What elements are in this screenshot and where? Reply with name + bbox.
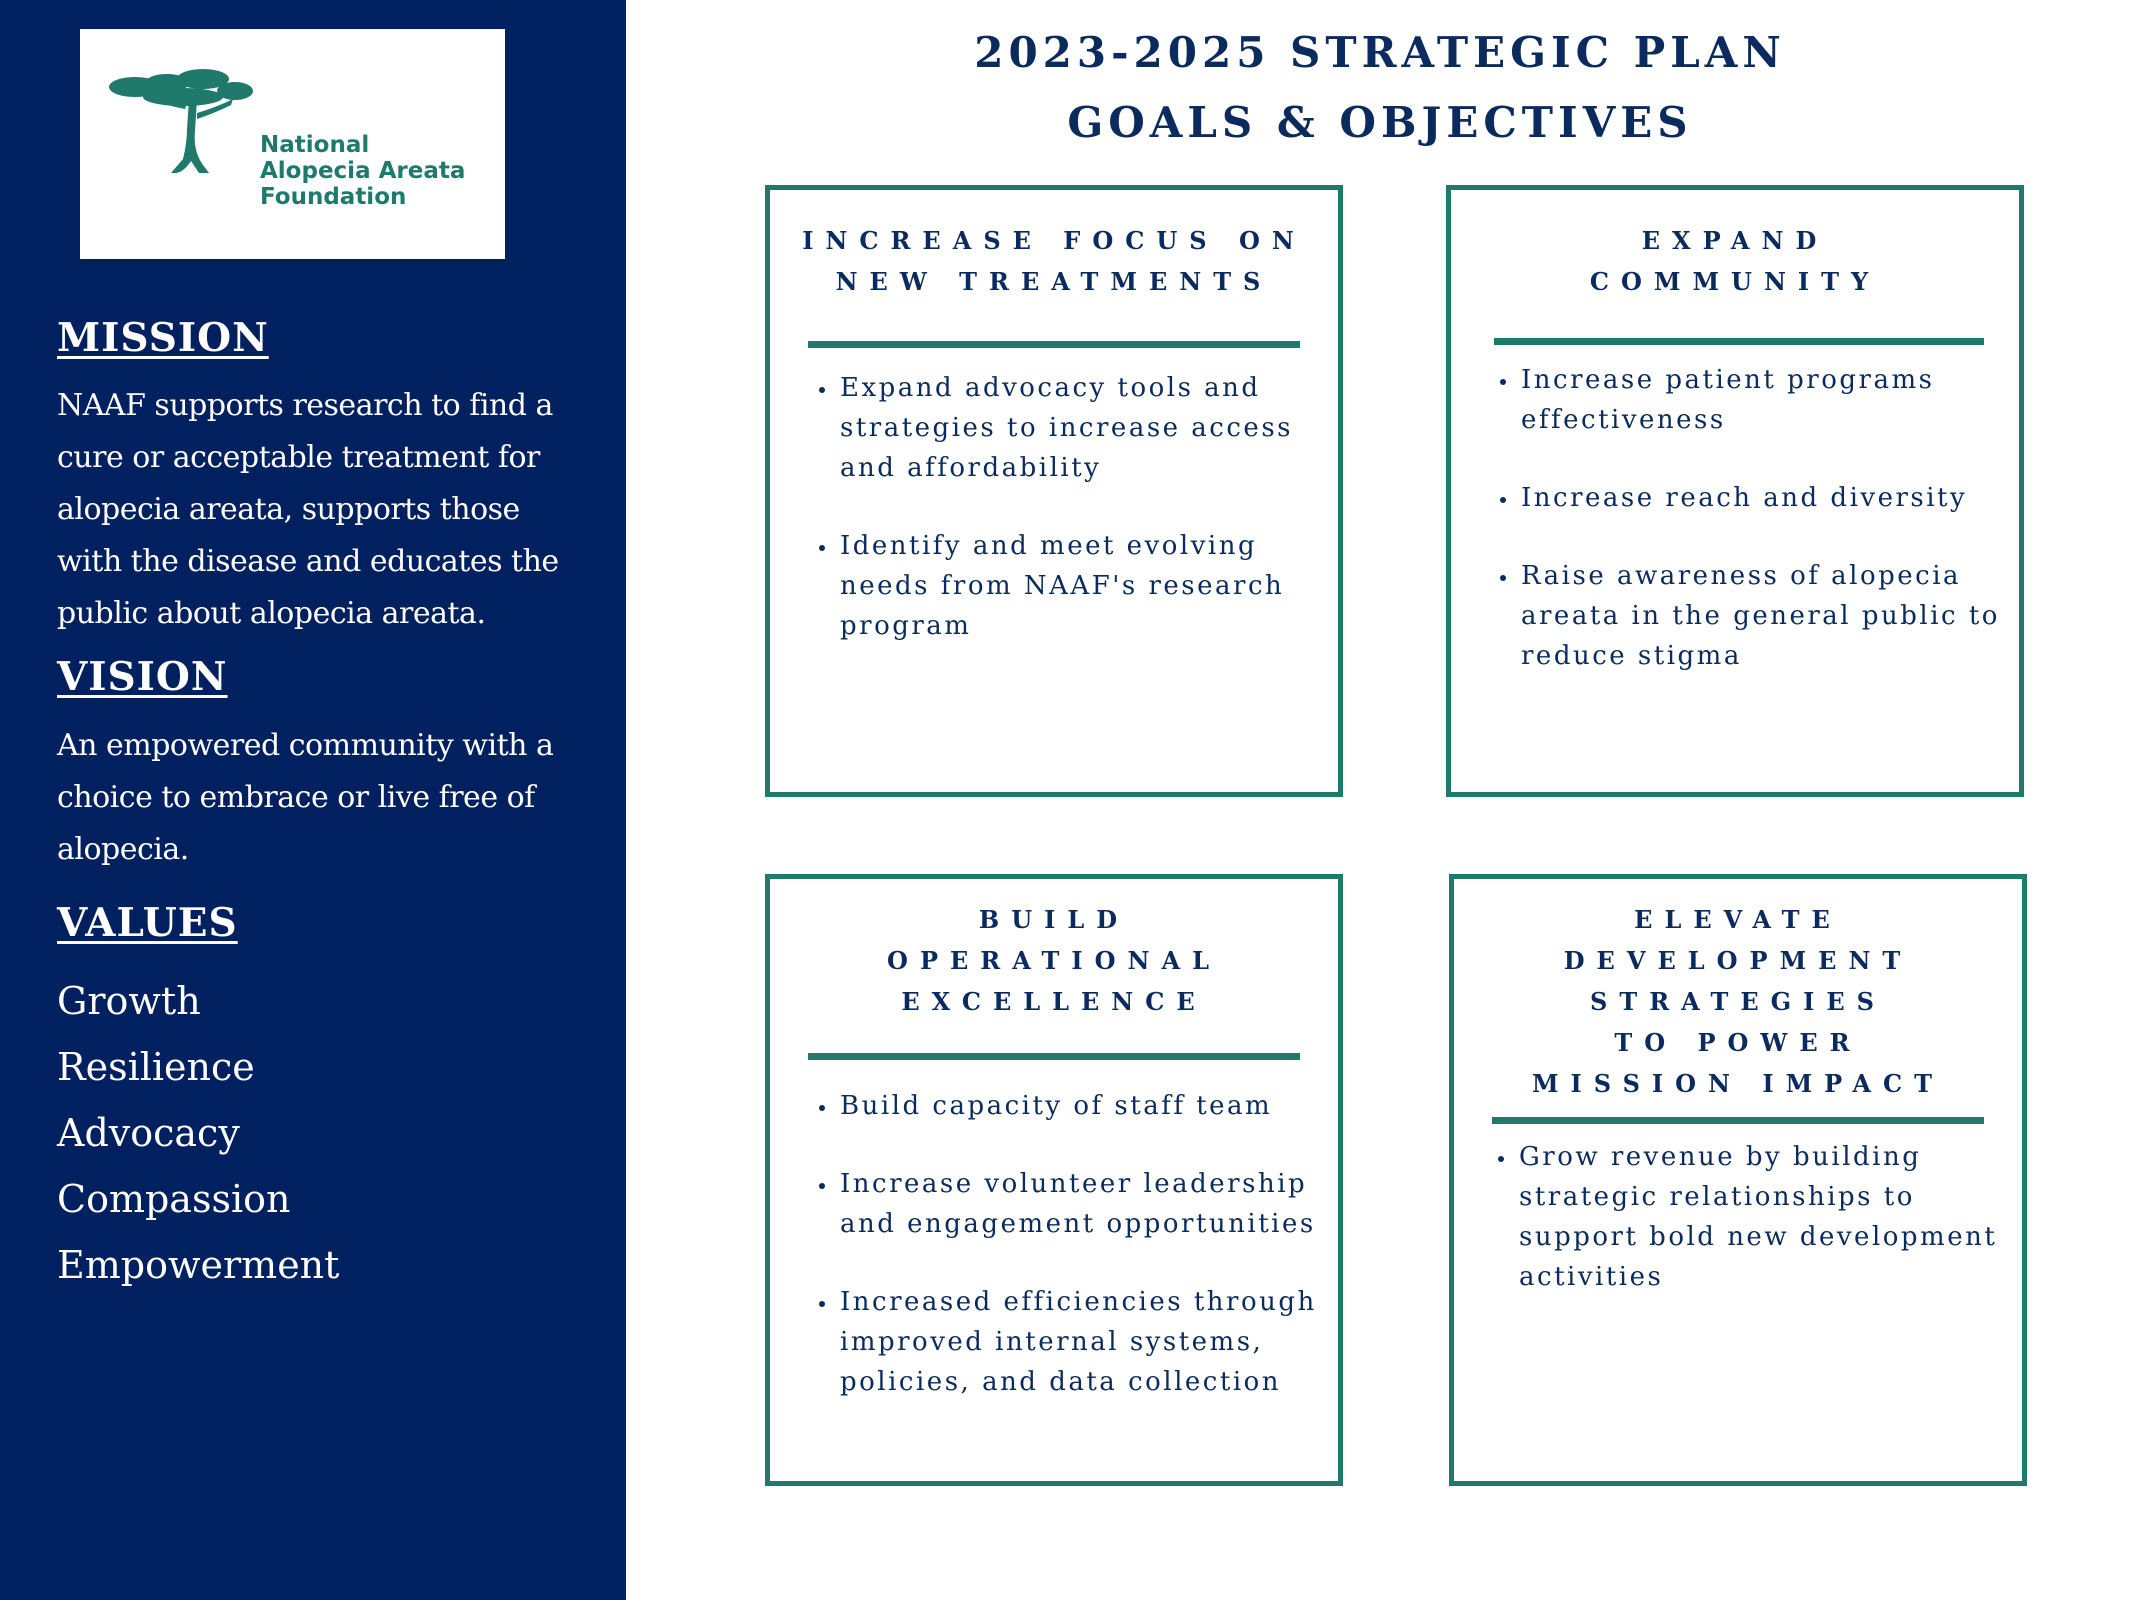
goal-title-line: COMMUNITY	[1589, 267, 1881, 296]
value-item: Resilience	[57, 1045, 255, 1089]
sidebar	[0, 0, 626, 1600]
logo-wordmark	[260, 132, 465, 210]
objective-item: • Increase volunteer leadership and engagement opportunities	[838, 1164, 1353, 1244]
goal-title-line: MISSION IMPACT	[1531, 1069, 1945, 1098]
objective-list	[808, 1086, 1353, 1440]
goal-divider	[1492, 1117, 1984, 1124]
goal-title-line: STRATEGIES	[1590, 987, 1886, 1016]
tree-logo-icon	[105, 69, 255, 189]
logo-line: Foundation	[260, 184, 407, 210]
goal-title-line: OPERATIONAL	[887, 946, 1221, 975]
goal-divider	[1494, 338, 1984, 345]
goal-divider	[808, 1053, 1300, 1060]
goal-divider	[808, 341, 1300, 348]
value-item: Growth	[57, 979, 201, 1023]
goal-title-line: ELEVATE	[1634, 905, 1842, 934]
goal-card-operational-excellence	[765, 874, 1343, 1486]
vision-text: An empowered community with a choice to embrace or live free of alopecia.	[57, 728, 554, 867]
values-heading: VALUES	[57, 900, 238, 946]
mission-heading: MISSION	[57, 315, 269, 361]
objective-item: • Build capacity of staff team	[838, 1086, 1353, 1126]
value-item: Compassion	[57, 1177, 291, 1221]
goal-title-line: NEW TREATMENTS	[835, 267, 1273, 296]
value-item: Empowerment	[57, 1243, 340, 1287]
goal-title-line: TO POWER	[1614, 1028, 1862, 1057]
values-list	[57, 968, 339, 1298]
goal-title-line: DEVELOPMENT	[1563, 946, 1913, 975]
logo-line: Alopecia Areata	[260, 158, 466, 184]
page-subtitle-line: GOALS & OBJECTIVES	[1067, 98, 1693, 147]
goal-title	[770, 899, 1338, 1022]
goal-card-development-strategies	[1449, 874, 2027, 1486]
objective-item: • Expand advocacy tools and strategies to increase access and affordability	[838, 368, 1338, 488]
objective-list	[808, 368, 1338, 684]
goal-title	[1451, 220, 2019, 302]
objective-item: • Increased efficiencies through improved internal systems, policies, and data collection	[838, 1282, 1353, 1402]
goal-card-expand-community	[1446, 185, 2024, 797]
objective-item: • Grow revenue by building strategic relationships to support bold new development activities	[1517, 1137, 2017, 1297]
objective-item: • Increase reach and diversity	[1519, 478, 2019, 518]
objective-item: • Increase patient programs effectiveness	[1519, 360, 2019, 440]
goal-title-line: EXPAND	[1641, 226, 1829, 255]
logo	[80, 29, 505, 259]
vision-heading: VISION	[57, 654, 228, 700]
objective-list	[1489, 360, 2019, 714]
goal-title-line: BUILD	[978, 905, 1130, 934]
objective-item: • Raise awareness of alopecia areata in the general public to reduce stigma	[1519, 556, 2019, 676]
goal-title-line: EXCELLENCE	[901, 987, 1207, 1016]
value-item: Advocacy	[57, 1111, 240, 1155]
goal-title-line: INCREASE FOCUS ON	[802, 226, 1306, 255]
objective-list	[1487, 1137, 2017, 1335]
page-title	[626, 18, 2134, 158]
page-title-line: 2023-2025 STRATEGIC PLAN	[974, 28, 1786, 77]
goal-title	[1454, 899, 2022, 1104]
goal-card-new-treatments	[765, 185, 1343, 797]
goal-title	[770, 220, 1338, 302]
logo-line: National	[260, 132, 370, 158]
objective-item: • Identify and meet evolving needs from NAAF's research program	[838, 526, 1338, 646]
mission-text: NAAF supports research to find a cure or acceptable treatment for alopecia areata, supports those with the disease and educates the public about alopecia areata.	[57, 388, 559, 631]
